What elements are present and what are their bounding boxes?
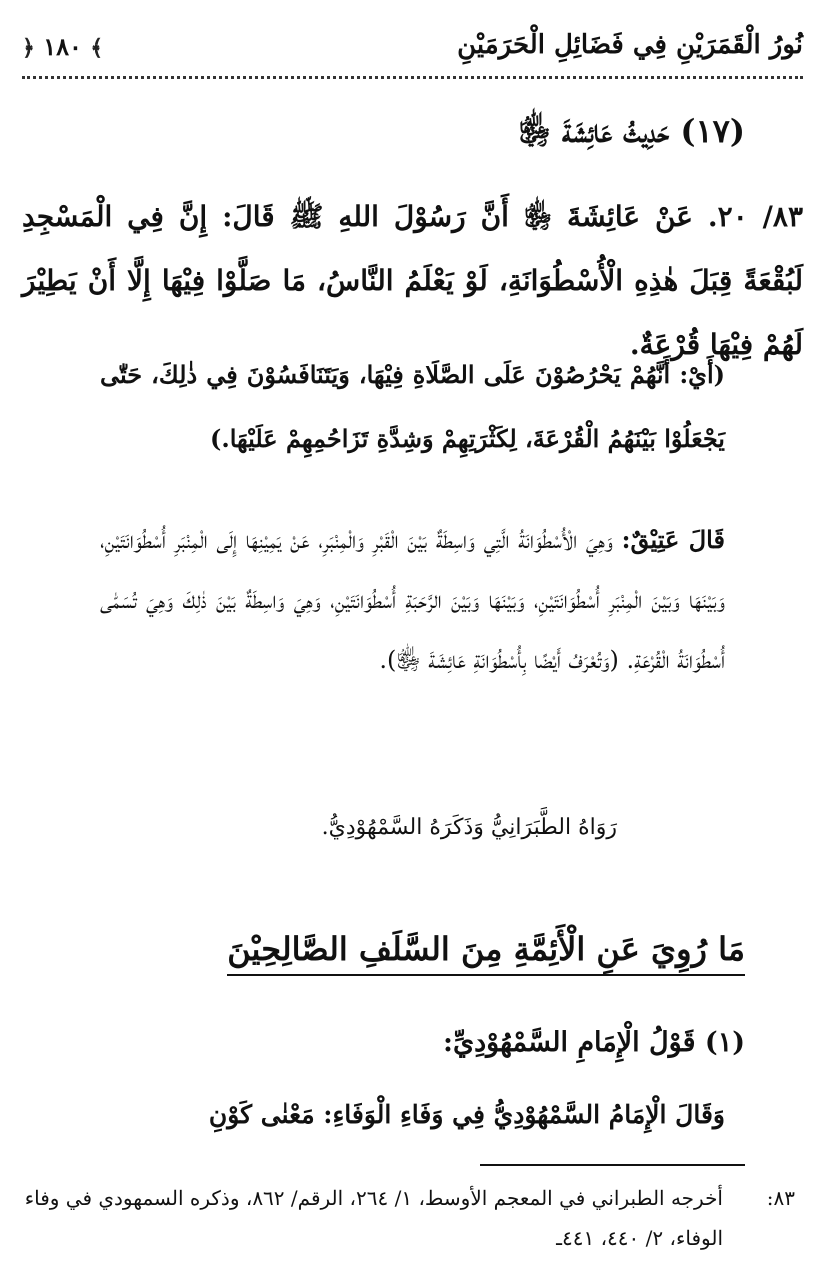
section-title: مَا رُوِيَ عَنِ الْأَئِمَّةِ مِنَ السَّلَفِ الصَّالِحِيْنَ (227, 930, 745, 976)
ornament-right-icon: ﴾ (90, 35, 104, 61)
page-header (22, 28, 803, 72)
header-divider (22, 76, 803, 79)
atiq-paragraph (100, 510, 725, 690)
footnote-text: أخرجه الطبراني في المعجم الأوسط، ١/ ٢٦٤، الرقم/ ٨٦٢، وذكره السمهودي في وفاء الوفاء، ٢/ ٤٤٠، ٤٤١ـ (24, 1186, 723, 1250)
hadith-body: عَنْ عَائِشَةَ ﵂ أَنَّ رَسُوْلَ اللهِ ﷺ قَالَ: إِنَّ فِي الْمَسْجِدِ لَبُقْعَةً قِبَلَ هٰذِهِ الْأُسْطُوَانَةِ، لَوْ يَعْلَمُ النَّاسُ، مَا صَلَّوْا فِيْهَا إِلَّا أَنْ يَطِيْرَ لَهُمْ فِيْهَا قُرْعَةٌ. (22, 200, 803, 361)
page-number: ١٨٠ (43, 32, 82, 61)
footnote (22, 1178, 803, 1258)
footnote-number: ٨٣: (766, 1186, 795, 1210)
atiq-lead: قَالَ عَتِيْقٌ: (621, 525, 725, 554)
sub-heading: (١) قَوْلُ الْإِمَامِ السَّمْهُوْدِيِّ: (443, 1027, 745, 1058)
running-title: نُورُ الْقَمَرَيْنِ فِي فَضَائِلِ الْحَرَمَيْنِ (457, 30, 803, 60)
hadith-heading: (١٧) حَدِيثُ عَائِشَةَ ﵂ (518, 112, 745, 150)
quote-line: وَقَالَ الْإِمَامُ السَّمْهُوْدِيُّ فِي وَفَاءِ الْوَفَاءِ: مَعْنٰى كَوْنِ (208, 1100, 725, 1129)
page-number-block (22, 32, 103, 61)
narration-line: رَوَاهُ الطَّبَرَانِيُّ وَذَكَرَهُ السَّمْهُوْدِيُّ. (321, 815, 617, 840)
hadith-number: ٨٣/ ٢٠. (707, 200, 803, 233)
ornament-left-icon: ﴿ (22, 35, 35, 61)
explanation-paragraph: (أَيْ: أَنَّهُمْ يَحْرُصُوْنَ عَلَى الصَّلَاةِ فِيْهَا، وَيَتَنَافَسُوْنَ فِي ذٰلِكَ، حَتّٰى يَجْعَلُوْا بَيْنَهُمُ الْقُرْعَةَ، لِكَثْرَتِهِمْ وَشِدَّةِ تَزَاحُمِهِمْ عَلَيْهَا.) (100, 360, 725, 453)
footnote-divider (480, 1164, 745, 1166)
atiq-body: وَهِيَ الْأُسْطُوَانَةُ الَّتِي وَاسِطَةٌ بَيْنَ الْقَبْرِ وَالْمِنْبَرِ، عَنْ يَمِيْنِهَا إِلَى الْمِنْبَرِ أُسْطُوَانَتَيْنِ، وَبَيْنَهَا وَبَيْنَ الْمِنْبَرِ أُسْطُوَانَتَيْنِ، وَبَيْنَهَا وَبَيْنَ الرَّحَبَةِ أُسْطُوَانَتَيْنِ، وَهِيَ وَاسِطَةٌ بَيْنَ ذٰلِكَ وَهِيَ تُسَمّٰى أُسْطُوَانَةُ الْقُرْعَةِ. (وَتُعْرَفُ أَيْضًا بِأُسْطُوَانَةِ عَائِشَةَ ﵂). (100, 526, 725, 674)
